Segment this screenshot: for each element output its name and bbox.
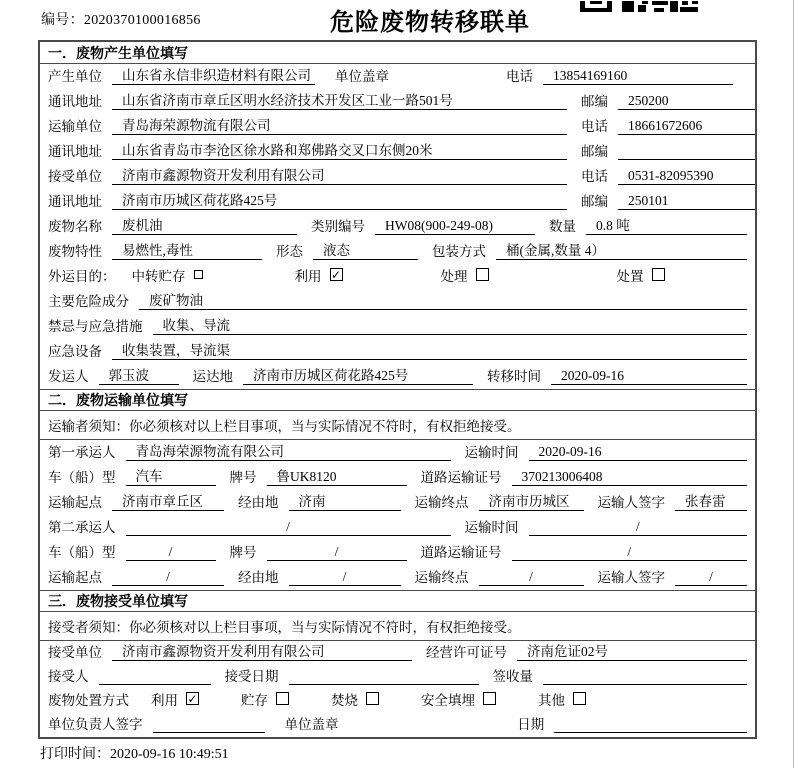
route1-sign-label: 运输人签字 — [597, 495, 665, 510]
section2-header: 二．废物运输单位填写 — [40, 389, 755, 411]
serial-label: 编号： — [41, 13, 84, 28]
transport-address-label: 通讯地址 — [48, 144, 102, 159]
row-route1 — [40, 490, 755, 515]
route1-start-label: 运输起点 — [48, 495, 102, 510]
transport-unit-label: 运输单位 — [48, 119, 102, 134]
route1-end-value: 济南市历城区 — [479, 490, 584, 511]
vehicle1-type-value: 汽车 — [126, 465, 216, 486]
purpose-dispose-checkbox — [652, 268, 665, 281]
waste-category-value: HW08(900-249-08) — [375, 218, 535, 235]
disposal-option-incinerate — [331, 689, 379, 709]
producer-zip-value: 250200 — [618, 93, 755, 110]
route2-via-label: 经由地 — [238, 570, 279, 585]
row-responsible-signature — [40, 713, 755, 737]
row-dispatch — [40, 364, 755, 389]
purpose-treat-checkbox — [476, 268, 489, 281]
permit-label: 经营许可证号 — [426, 645, 507, 660]
dispatcher-label: 发运人 — [48, 369, 89, 384]
destination-label: 运达地 — [192, 369, 233, 384]
section3-header: 三．废物接受单位填写 — [40, 590, 755, 612]
receive-amount-value — [543, 684, 747, 685]
receive-date-label: 接受日期 — [224, 669, 279, 684]
row-transport-address — [40, 139, 755, 164]
section2-notice: 运输者须知：你必须核对以上栏目事项，当与实际情况不符时，有权拒绝接受。 — [40, 411, 755, 440]
print-time-label: 打印时间： — [40, 747, 110, 762]
carrier2-value: / — [126, 519, 451, 536]
transport-unit-value: 青岛海荣源物流有限公司 — [112, 114, 567, 135]
route2-sign-label: 运输人签字 — [597, 570, 665, 585]
vehicle2-license-label: 道路运输证号 — [420, 545, 502, 560]
receiver-phone-label: 电话 — [581, 169, 608, 184]
receiver-unit-label: 接受单位 — [48, 169, 102, 184]
disposal-option-other — [538, 689, 586, 709]
route2-end-label: 运输终点 — [414, 570, 469, 585]
transport-address-value: 山东省青岛市李沧区徐水路和郑佛路交叉口东侧20米 — [112, 139, 567, 160]
route2-start-value: / — [112, 569, 224, 586]
disposal-option-incinerate-label: 焚烧 — [331, 693, 358, 708]
route2-start-label: 运输起点 — [48, 570, 102, 585]
emergency-value: 收集、导流 — [153, 314, 748, 335]
transport-phone-label: 电话 — [581, 119, 608, 134]
purpose-storage-checkbox — [194, 270, 203, 279]
unit-seal-label-s3: 单位盖章 — [284, 717, 339, 732]
hazard-value: 废矿物油 — [139, 289, 747, 310]
carrier1-value: 青岛海荣源物流有限公司 — [126, 440, 451, 461]
receive-date-value — [289, 684, 479, 685]
row-receive-person — [40, 665, 755, 689]
purpose-option-storage-label: 中转贮存 — [131, 269, 186, 284]
producer-address-value: 山东省济南市章丘区明水经济技术开发区工业一路501号 — [112, 89, 567, 110]
page-title: 危险废物转移联单 — [330, 9, 530, 36]
carrier1-label: 第一承运人 — [48, 445, 116, 460]
row-transfer-purpose — [40, 264, 755, 289]
unit-seal-label: 单位盖章 — [335, 69, 389, 84]
row-emergency-measures — [40, 314, 755, 339]
dispatcher-value: 郭玉波 — [99, 364, 179, 385]
purpose-label: 外运目的： — [48, 269, 116, 284]
receiver-zip-value: 250101 — [618, 193, 755, 210]
page-edge-line — [793, 0, 794, 768]
disposal-incinerate-checkbox — [366, 692, 379, 705]
responsible-sign-label: 单位负责人签字 — [48, 717, 143, 732]
transport-zip-label: 邮编 — [581, 144, 608, 159]
receiver-address-value: 济南市历城区荷花路425号 — [112, 189, 567, 210]
route1-via-value: 济南 — [289, 490, 401, 511]
responsible-sign-value — [153, 732, 265, 733]
vehicle2-plate-label: 牌号 — [229, 545, 257, 560]
row-producer-address — [40, 89, 755, 114]
disposal-option-landfill-label: 安全填埋 — [421, 693, 475, 708]
vehicle1-license-value: 370213006408 — [512, 469, 748, 486]
purpose-option-dispose — [617, 265, 665, 285]
disposal-label: 废物处置方式 — [48, 693, 129, 708]
hazard-label: 主要危险成分 — [48, 294, 129, 309]
producer-zip-label: 邮编 — [581, 94, 608, 109]
carrier1-time-value: 2020-09-16 — [529, 444, 748, 461]
producer-unit-value: 山东省永信非织造材料有限公司 — [112, 64, 315, 85]
route2-sign-value: / — [675, 569, 747, 586]
transfer-time-value: 2020-09-16 — [551, 368, 747, 385]
disposal-option-use — [151, 689, 199, 709]
vehicle2-plate-value: / — [267, 544, 407, 561]
waste-qty-value: 0.8 吨 — [586, 214, 747, 235]
receive-unit-value: 济南市鑫源物资开发利用有限公司 — [112, 641, 412, 661]
disposal-option-store — [241, 689, 289, 709]
waste-form-label: 形态 — [276, 244, 303, 259]
vehicle2-type-value: / — [126, 544, 216, 561]
producer-phone-label: 电话 — [506, 69, 533, 84]
purpose-option-treat — [441, 265, 489, 285]
row-producer-unit — [40, 64, 755, 89]
row-receive-unit — [40, 641, 755, 665]
vehicle1-type-label: 车（船）型 — [48, 470, 116, 485]
serial-number-line — [41, 9, 201, 29]
waste-traits-label: 废物特性 — [48, 244, 102, 259]
producer-address-label: 通讯地址 — [48, 94, 102, 109]
disposal-option-store-label: 贮存 — [241, 693, 268, 708]
route1-end-label: 运输终点 — [414, 495, 469, 510]
row-waste-traits — [40, 239, 755, 264]
receive-person-value — [99, 684, 211, 685]
purpose-option-use-label: 利用 — [294, 269, 322, 284]
section1-header: 一．废物产生单位填写 — [40, 42, 755, 64]
qr-code-fragment — [580, 0, 700, 18]
carrier2-time-label: 运输时间 — [464, 520, 519, 535]
sign-date-value — [554, 732, 747, 733]
receiver-phone-value: 0531-82095390 — [618, 168, 755, 185]
row-receiver-unit — [40, 164, 755, 189]
purpose-use-checkbox: ✓ — [330, 267, 342, 282]
purpose-option-use — [295, 265, 343, 285]
waste-traits-value: 易燃性,毒性 — [112, 239, 262, 260]
receiver-address-label: 通讯地址 — [48, 194, 102, 209]
vehicle2-license-value: / — [512, 544, 748, 561]
receiver-zip-label: 邮编 — [581, 194, 608, 209]
transport-phone-value: 18661672606 — [618, 118, 755, 135]
disposal-landfill-checkbox — [483, 692, 496, 705]
disposal-other-checkbox — [573, 692, 586, 705]
vehicle1-plate-label: 牌号 — [229, 470, 257, 485]
transfer-time-label: 转移时间 — [487, 369, 541, 384]
row-emergency-equipment — [40, 339, 755, 364]
vehicle1-license-label: 道路运输证号 — [420, 470, 502, 485]
receiver-unit-value: 济南市鑫源物资开发利用有限公司 — [112, 164, 567, 185]
purpose-option-storage — [132, 265, 203, 285]
route2-via-value: / — [289, 569, 401, 586]
row-disposal-method — [40, 689, 755, 713]
waste-name-value: 废机油 — [112, 214, 297, 235]
sign-date-label: 日期 — [517, 717, 545, 732]
vehicle1-plate-value: 鲁UK8120 — [267, 465, 407, 486]
route2-end-value: / — [479, 569, 584, 586]
transfer-form-table — [38, 40, 757, 739]
disposal-store-checkbox — [276, 692, 289, 705]
row-hazard-components — [40, 289, 755, 314]
row-carrier1 — [40, 440, 755, 465]
row-waste-name — [40, 214, 755, 239]
waste-packing-label: 包装方式 — [432, 244, 486, 259]
waste-packing-value: 桶(金属,数量 4） — [496, 239, 747, 260]
row-receiver-address — [40, 189, 755, 214]
row-route2 — [40, 565, 755, 590]
purpose-option-treat-label: 处理 — [440, 269, 468, 284]
route1-start-value: 济南市章丘区 — [112, 490, 224, 511]
receive-unit-label: 接受单位 — [48, 645, 102, 660]
carrier2-label: 第二承运人 — [48, 520, 116, 535]
row-carrier2 — [40, 515, 755, 540]
row-transport-unit — [40, 114, 755, 139]
waste-form-value: 液态 — [313, 239, 418, 260]
disposal-use-checkbox: ✓ — [187, 691, 198, 706]
transport-zip-value — [618, 159, 755, 160]
disposal-option-other-label: 其他 — [538, 693, 565, 708]
purpose-option-dispose-label: 处置 — [616, 269, 644, 284]
emergency-label: 禁忌与应急措施 — [48, 319, 143, 334]
waste-name-label: 废物名称 — [48, 219, 102, 234]
receive-person-label: 接受人 — [48, 669, 89, 684]
row-vehicle1 — [40, 465, 755, 490]
serial-value: 2020370100016856 — [83, 13, 201, 28]
waste-qty-label: 数量 — [549, 219, 576, 234]
producer-phone-value: 13854169160 — [543, 68, 733, 85]
producer-unit-label: 产生单位 — [48, 69, 102, 84]
route1-via-label: 经由地 — [238, 495, 279, 510]
print-time-line — [40, 743, 229, 763]
equipment-label: 应急设备 — [48, 344, 102, 359]
receive-amount-label: 签收量 — [492, 669, 533, 684]
disposal-option-landfill — [421, 689, 496, 709]
section3-notice: 接受者须知：你必须核对以上栏目事项，当与实际情况不符时，有权拒绝接受。 — [40, 612, 755, 641]
route1-sign-value: 张春雷 — [675, 490, 747, 511]
carrier2-time-value: / — [529, 519, 748, 536]
carrier1-time-label: 运输时间 — [464, 445, 519, 460]
equipment-value: 收集装置，导流渠 — [112, 339, 747, 360]
vehicle2-type-label: 车（船）型 — [48, 545, 116, 560]
print-time-value: 2020-09-16 10:49:51 — [110, 747, 229, 762]
permit-value: 济南危证02号 — [517, 641, 747, 661]
row-vehicle2 — [40, 540, 755, 565]
destination-value: 济南市历城区荷花路425号 — [243, 364, 473, 385]
disposal-option-use-label: 利用 — [151, 693, 178, 708]
waste-category-label: 类别编号 — [311, 219, 365, 234]
